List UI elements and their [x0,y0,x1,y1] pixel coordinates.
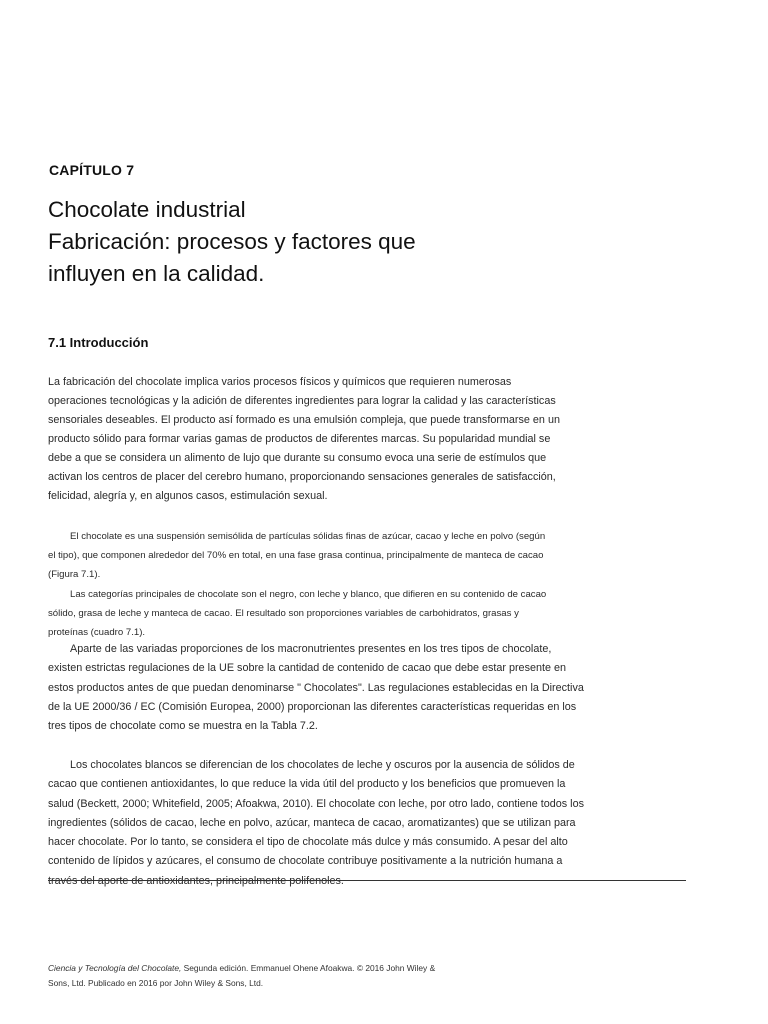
text-line: operaciones tecnológicas y la adición de diferentes ingredientes para lograr la calidad y las características [48,395,556,407]
text-line: felicidad, alegría y, en algunos casos, estimulación sexual. [48,490,328,502]
footer-publication-info: Segunda edición. Emmanuel Ohene Afoakwa. © 2016 John Wiley & [181,963,436,973]
chapter-title-line: Fabricación: procesos y factores que [48,229,416,254]
chapter-label: CAPÍTULO 7 [49,162,135,178]
text-line: salud (Beckett, 2000; Whitefield, 2005; Afoakwa, 2010). El chocolate con leche, por otro lado, contiene todos los [48,797,584,810]
text-line: hacer chocolate. Por lo tanto, se considera el tipo de chocolate más dulce y más consumido. A pesar del alto [48,836,568,849]
book-title: Ciencia y Tecnología del Chocolate, [48,963,182,973]
paragraph-regulations [48,640,688,736]
paragraph-white-chocolate [48,756,688,891]
text-line: El chocolate es una suspensión semisólida de partículas sólidas finas de azúcar, cacao y leche en polvo (según [70,531,546,542]
text-line: estos productos antes de que puedan denominarse " Chocolates". Las regulaciones establecidas en la Directiva [48,681,584,694]
text-line: cacao que contienen antioxidantes, lo que reduce la vida útil del producto y los beneficios que promueven la [48,778,566,791]
paragraph-intro [48,373,688,506]
text-line: La fabricación del chocolate implica varios procesos físicos y químicos que requieren numerosas [48,376,512,388]
chapter-title-line: influyen en la calidad. [48,261,265,286]
paragraph-composition [48,527,688,642]
text-line: (Figura 7.1). [48,569,101,581]
text-line: de la UE 2000/36 / EC (Comisión Europea, 2000) proporcionan las diferentes características requeridas en los [48,700,577,713]
text-line: Aparte de las variadas proporciones de los macronutrientes presentes en los tres tipos de chocolate, [70,643,552,655]
text-line: debe a que se considera un alimento de lujo que durante su consumo evoca una serie de estímulos que [48,452,547,464]
text-line: través del aporte de antioxidantes, principalmente polifenoles. [48,874,344,887]
text-line: Los chocolates blancos se diferencian de los chocolates de leche y oscuros por la ausencia de sólidos de [70,759,575,771]
text-line: contenido de lípidos y azúcares, el consumo de chocolate contribuye positivamente a la nutrición humana a [48,855,563,868]
text-line: existen estrictas regulaciones de la UE sobre la cantidad de contenido de cacao que debe estar presente en [48,662,566,675]
text-line: sólido, grasa de leche y manteca de cacao. El resultado son proporciones variables de carbohidratos, grasas y [48,607,519,619]
footer-line: Sons, Ltd. Publicado en 2016 por John Wiley & Sons, Ltd. [48,978,264,988]
text-line: Las categorías principales de chocolate son el negro, con leche y blanco, que difieren en su contenido de cacao [70,588,547,600]
text-line: producto sólido para formar varias gamas de productos de diferentes marcas. Su popularidad mundial se [48,433,551,445]
text-line: el tipo), que componen alrededor del 70% en total, en una fase grasa continua, principalmente de manteca de cacao [48,550,544,562]
text-line: proteínas (cuadro 7.1). [48,627,146,639]
page-footer [48,961,688,991]
footnote-divider [48,880,686,881]
chapter-title [48,194,688,290]
text-line: activan los centros de placer del cerebro humano, proporcionando sensaciones generales de satisfacción, [48,471,556,483]
footer-line [48,961,688,976]
text-line: sensoriales deseables. El producto así formado es una emulsión compleja, que puede transformarse en un [48,414,560,426]
chapter-title-line: Chocolate industrial [48,197,246,222]
section-heading: 7.1 Introducción [48,335,149,350]
text-line: ingredientes (sólidos de cacao, leche en polvo, azúcar, manteca de cacao, aromatizantes) que se utilizan para [48,816,576,829]
text-line: tres tipos de chocolate como se muestra en la Tabla 7.2. [48,720,318,733]
